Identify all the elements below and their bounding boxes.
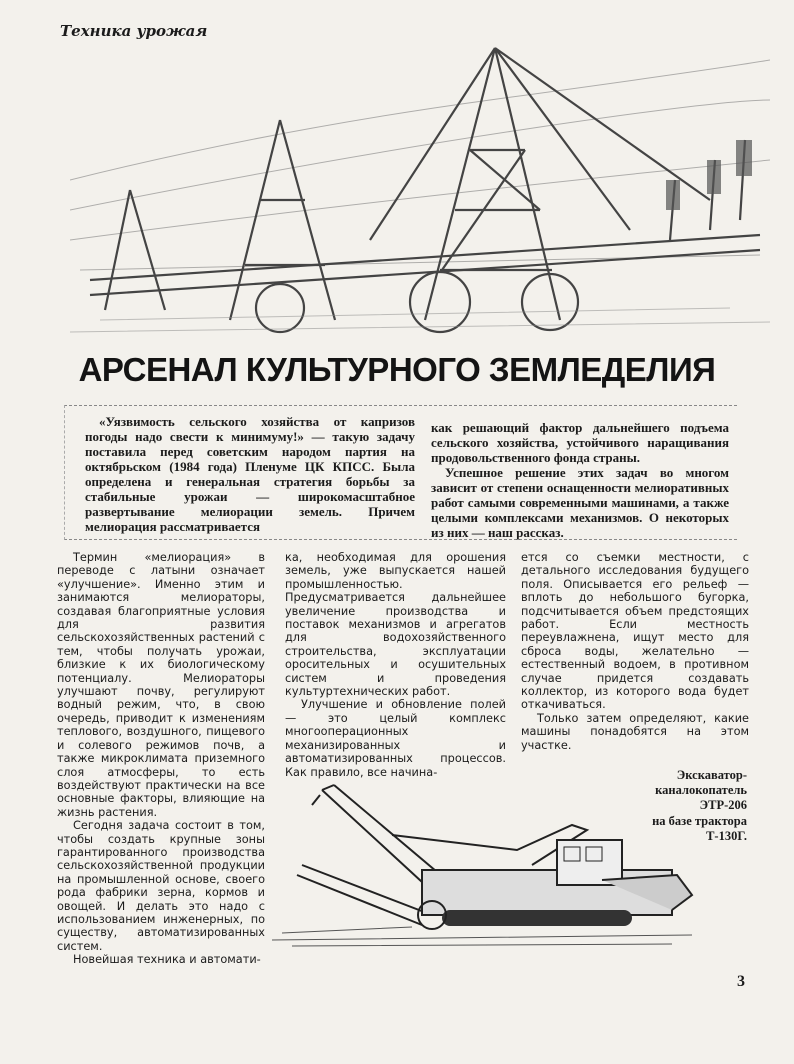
irrigation-machine-illustration xyxy=(70,40,770,340)
body-paragraph: Только затем определяют, какие машины понадобятся на этом участке. xyxy=(521,711,749,752)
section-rubric: Техника урожая xyxy=(60,22,208,40)
page-number: 3 xyxy=(737,973,745,990)
lead-paragraph: Успешное решение этих задач во многом зависит от степени оснащенности мелиоративных работ самыми современными машинами, а также целыми комплексами механизмов. О некоторых из них — наш рассказ. xyxy=(431,465,729,540)
body-paragraph: ка, необходимая для орошения земель, уже выпускается нашей промышленностью. Предусматривается дальнейшее увеличение производства и поставок механизмов и агрегатов для водохозяйственного строительства, эксплуатации оросительных и осушительных систем и проведения культуртехнических работ. xyxy=(285,551,506,699)
article-lead-box xyxy=(64,405,737,540)
body-paragraph: Термин «мелиорация» в переводе с латыни означает «улучшение». Именно этим и занимаются мелиораторы, создавая благоприятные условия для развития сельскохозяйственных растений с тем, чтобы получать урожаи, близкие к их биологическому потенциалу. Мелиораторы улучшают почву, регулируют водный режим, что, в свою очередь, приводит к изменениям теплового, воздушного, пищевого и солевого режимов почв, а также микроклимата приземного слоя атмосферы, то есть воздействуют практически на все основные факторы, влияющие на жизнь растения. xyxy=(57,551,265,819)
lead-paragraph: как решающий фактор дальнейшего подъема сельского хозяйства, устойчивого наращивания продовольственного фонда страны. xyxy=(431,420,729,465)
caption-line: на базе трактора xyxy=(652,813,747,828)
body-paragraph: Сегодня задача состоит в том, чтобы создать крупные зоны гарантированного производства сельскохозяйственной продукции на промышленной основе, своего рода фабрики зерна, кормов и овощей. И делать это надо с использованием инженерных, по существу, автоматизированных систем. xyxy=(57,819,265,953)
caption-line: Экскаватор- xyxy=(676,768,747,782)
lead-paragraph: «Уязвимость сельского хозяйства от капризов погоды надо свести к минимуму!» — такую задачу поставила перед советским народом партия на октябрьском (1984 года) Пленуме ЦК КПСС. Была определена и генеральная стратегия борьбы за стабильные урожаи — широкомасштабное развертывание мелиорации земель. Причем мелиорация рассматривается xyxy=(85,414,415,534)
body-paragraph: Улучшение и обновление полей — это целый комплекс многооперационных механизированных и автоматизированных процессов. Как правило, все начина- xyxy=(285,698,506,779)
body-column-3 xyxy=(521,551,749,752)
caption-line: Т-130Г. xyxy=(706,828,747,843)
caption-line: каналокопатель xyxy=(655,783,747,798)
body-paragraph: Новейшая техника и автомати- xyxy=(73,953,261,967)
body-column-1 xyxy=(57,551,265,967)
lead-column-1 xyxy=(85,414,415,534)
body-paragraph: ется со съемки местности, с детального исследования будущего поля. Описывается его рельеф — вплоть до небольшого бугорка, подсчитывается объем предстоящих работ. Если местность переувлажнена, ищут место для сброса воды, желательно — естественный водоем, в противном случае придется создавать коллектор, из которого вода будет откачиваться. xyxy=(521,551,749,712)
excavator-illustration xyxy=(272,775,702,950)
caption-line: ЭТР-206 xyxy=(699,798,747,813)
body-column-2 xyxy=(285,551,506,779)
article-title: АРСЕНАЛ КУЛЬТУРНОГО ЗЕМЛЕДЕЛИЯ xyxy=(78,351,716,388)
lead-column-2 xyxy=(431,420,729,540)
